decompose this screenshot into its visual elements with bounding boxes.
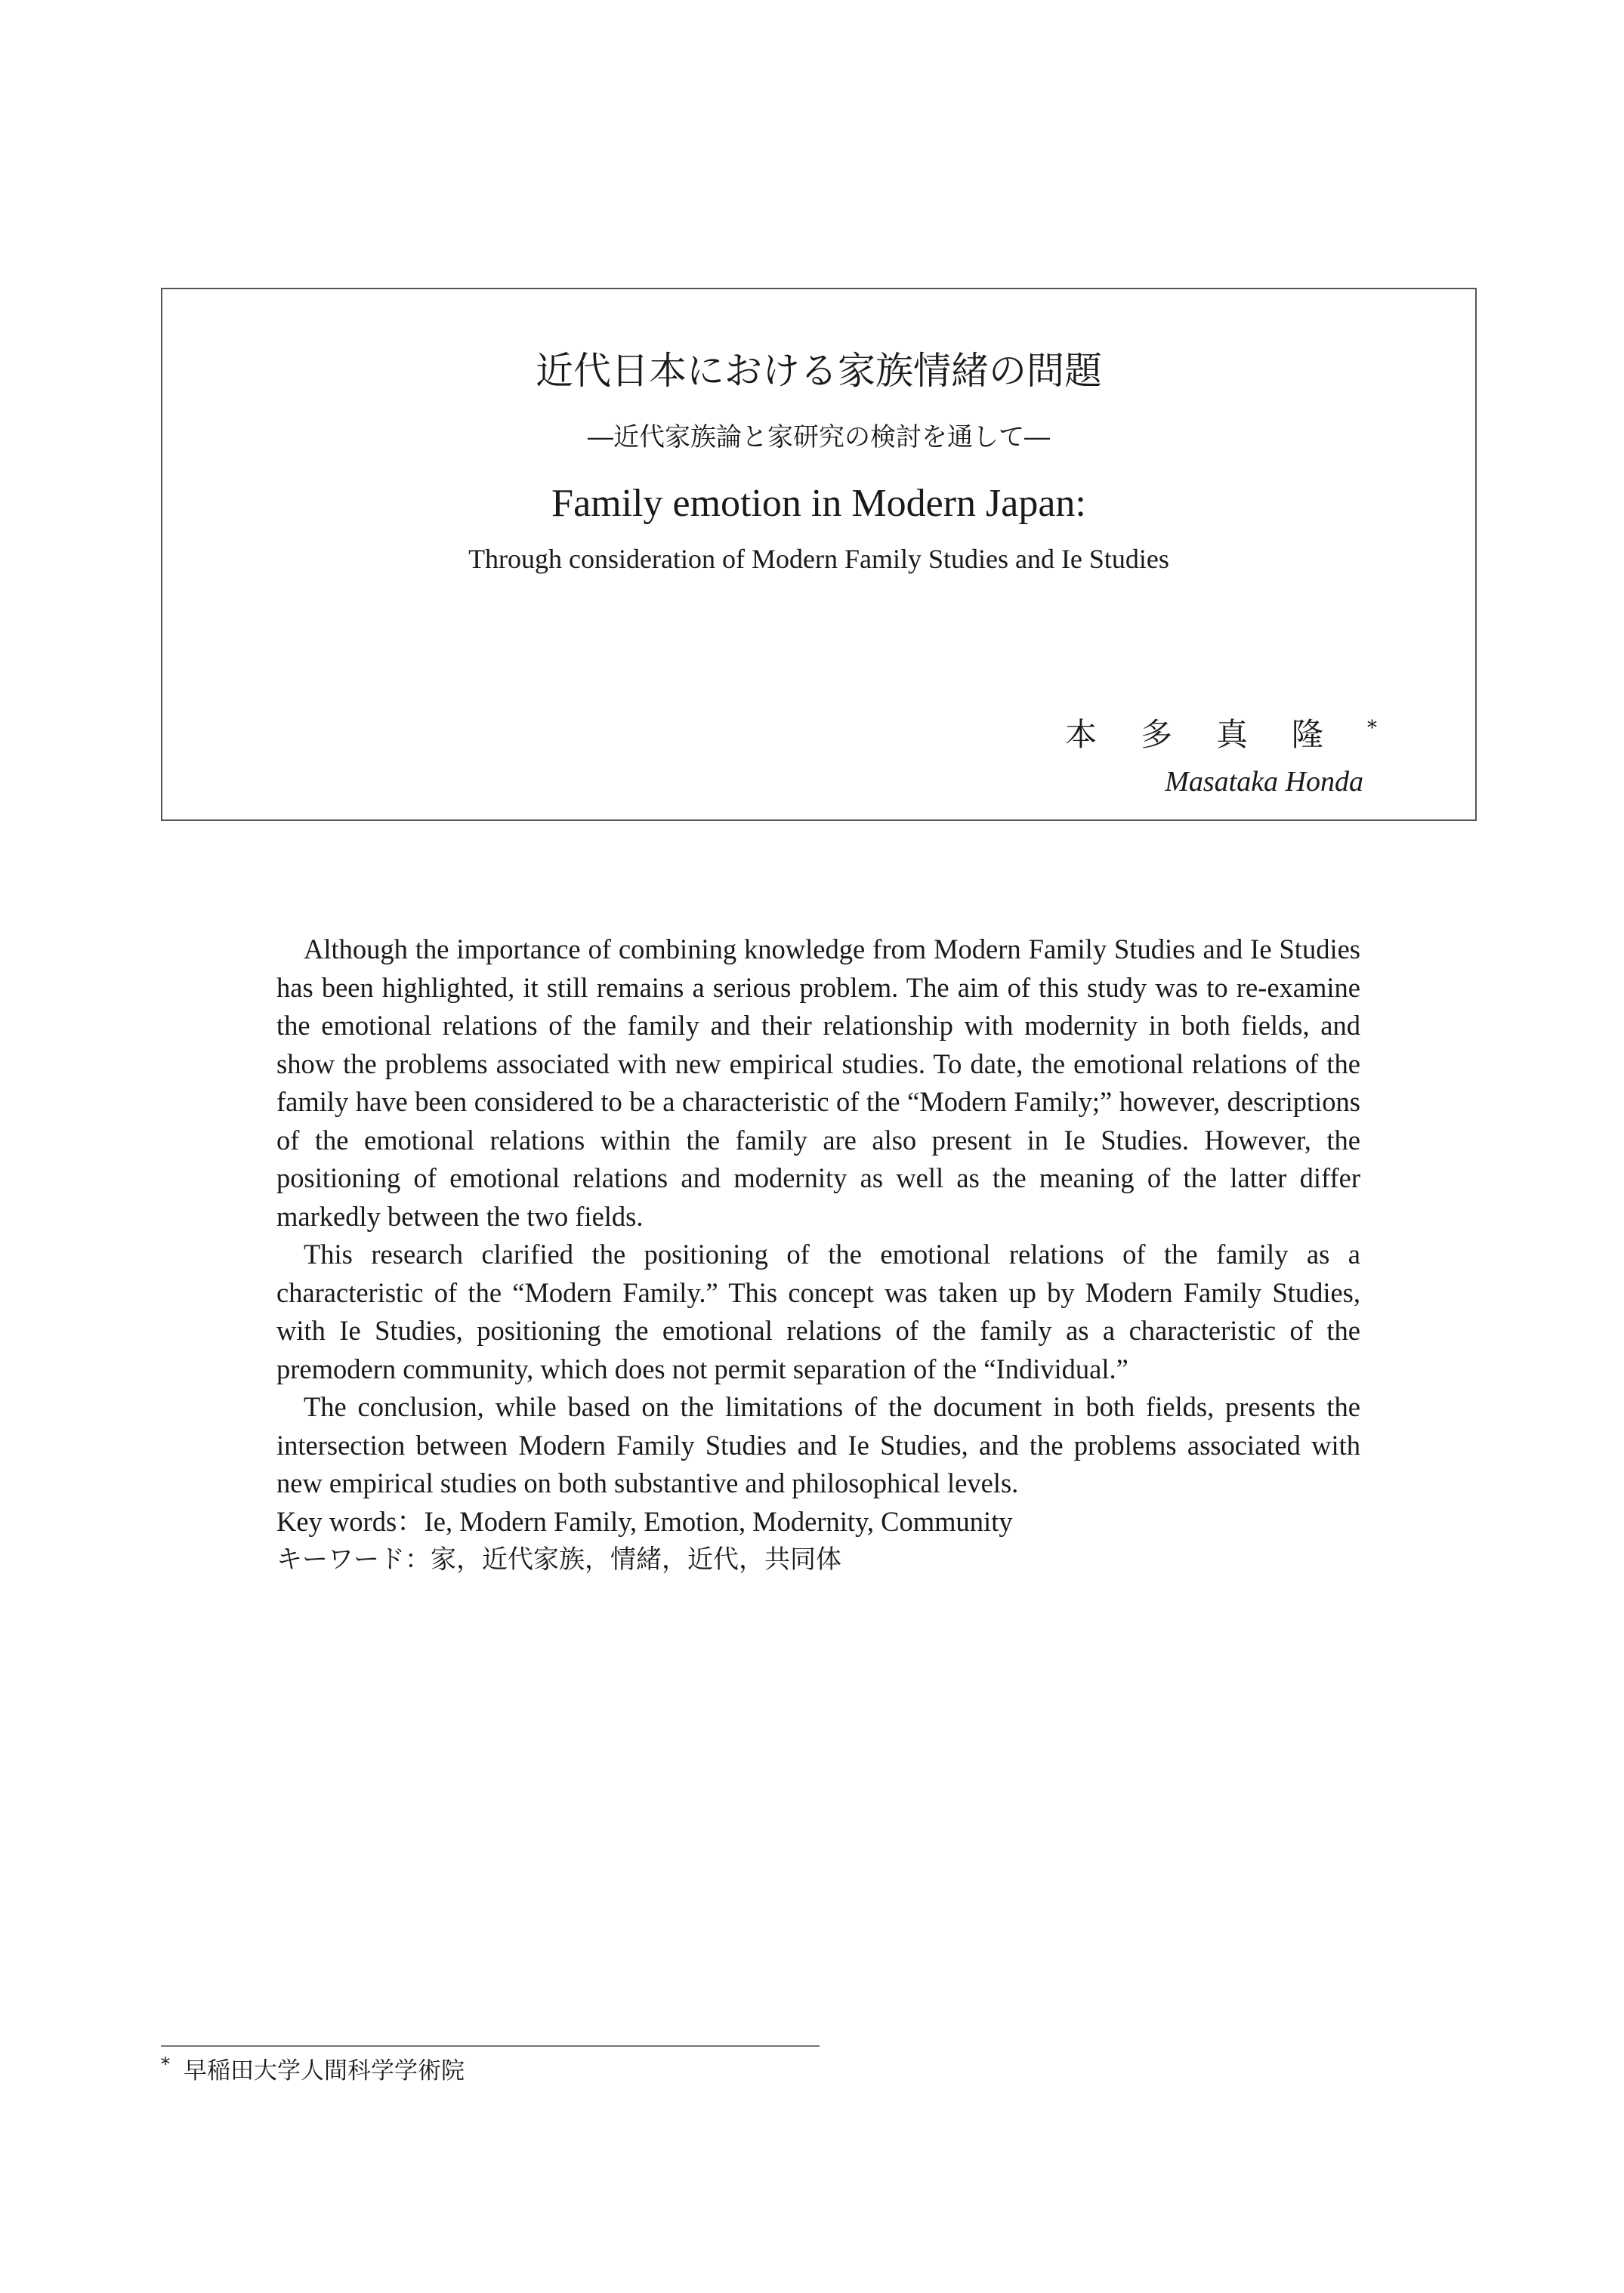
english-title: Family emotion in Modern Japan: <box>551 482 1086 525</box>
keywords-english: Key words：Ie, Modern Family, Emotion, Modernity, Community <box>276 1505 1013 1537</box>
abstract <box>276 930 1360 1579</box>
japanese-title: 近代日本における家族情緒の問題 <box>536 349 1102 393</box>
abstract-paragraph-2: This research clarified the positioning of the emotional relations of the family as a characteristic of the “Modern Family.” This concept was taken up by Modern Family Studies, with Ie Studies, positioning the emotional relations of the family as a characteristic of the premodern community, which does not permit separation of the “Individual.” <box>276 1239 1360 1384</box>
author-name-english: Masataka Honda <box>1165 766 1363 798</box>
english-subtitle: Through consideration of Modern Family Studies and Ie Studies <box>468 544 1169 574</box>
author-name-japanese-text: 本多真隆 <box>1064 716 1367 753</box>
abstract-paragraph-1: Although the importance of combining knowledge from Modern Family Studies and Ie Studies has been highlighted, it still remains a serious problem. The aim of this study was to re-examine the emotional relations of the family and their relationship with modernity in both fields, and show the problems associated with new empirical studies. To date, the emotional relations of the family have been considered to be a characteristic of the “Modern Family;” however, descriptions of the emotional relations within the family are also present in Ie Studies. However, the positioning of emotional relations and modernity as well as the meaning of the latter differ markedly between the two fields. <box>276 934 1360 1232</box>
keywords-japanese: キーワード：家，近代家族，情緒，近代，共同体 <box>276 1545 841 1575</box>
title-box <box>161 288 1477 821</box>
footnote <box>161 2051 465 2085</box>
footnote-text: 早稲田大学人間科学学術院 <box>184 2057 465 2085</box>
footnote-divider <box>161 2045 820 2047</box>
footnote-mark: * <box>161 2053 170 2075</box>
author-name-japanese <box>1065 710 1377 755</box>
author-footnote-mark: * <box>1367 717 1377 739</box>
abstract-paragraph-3: The conclusion, while based on the limitations of the document in both fields, presents the intersection between Modern Family Studies and Ie Studies, and the problems associated with new empirical studies on both substantive and philosophical levels. <box>276 1391 1360 1498</box>
japanese-subtitle: ―近代家族論と家研究の検討を通して― <box>588 422 1050 452</box>
